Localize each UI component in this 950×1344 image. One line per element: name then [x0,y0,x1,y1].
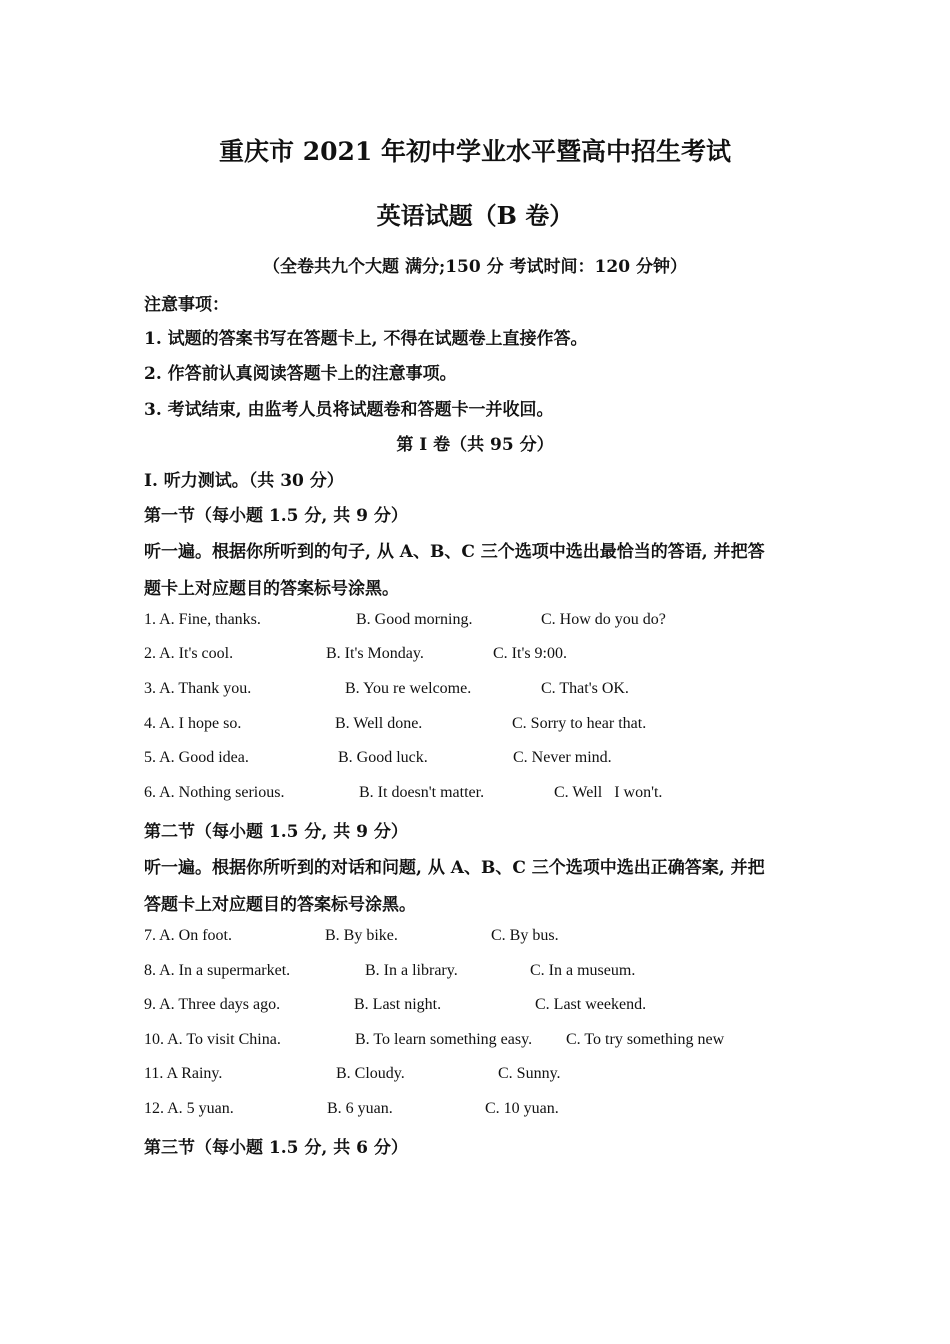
option-c: C. Last weekend. [535,996,647,1013]
option-c: C. How do you do? [541,611,666,628]
option-c: C. Sorry to hear that. [512,715,647,732]
option-b: B. Cloudy. [336,1065,405,1082]
sub2-instruction: 听一遍。根据你所听到的对话和问题, 从 A、B、C 三个选项中选出正确答案, 并把 [144,858,765,878]
sub2-instruction: 答题卡上对应题目的答案标号涂黑。 [144,895,416,915]
part1-heading: 第 I 卷（共 95 分） [396,435,554,455]
option-b: B. It doesn't matter. [359,784,485,801]
section1-heading: I. 听力测试。（共 30 分） [144,471,344,491]
option-b: B. In a library. [365,962,458,979]
option-a: 1. A. Fine, thanks. [144,611,261,628]
exam-subtitle: 英语试题（B 卷） [376,201,574,230]
sub1-instruction: 听一遍。根据你所听到的句子, 从 A、B、C 三个选项中选出最恰当的答语, 并把答 [144,542,765,562]
option-b: B. To learn something easy. [355,1031,533,1048]
option-c: C. By bus. [491,927,559,944]
option-a: 9. A. Three days ago. [144,996,281,1013]
option-a: 11. A Rainy. [144,1065,223,1082]
option-a: 8. A. In a supermarket. [144,962,291,979]
note-item: 3. 考试结束, 由监考人员将试题卷和答题卡一并收回。 [144,400,554,420]
option-b: B. By bike. [325,927,398,944]
option-a: 4. A. I hope so. [144,715,242,732]
sub3-heading: 第三节（每小题 1.5 分, 共 6 分） [144,1138,408,1158]
option-a: 12. A. 5 yuan. [144,1100,234,1117]
option-c: C. 10 yuan. [485,1100,559,1117]
option-c: C. To try something new [566,1031,725,1048]
option-a: 3. A. Thank you. [144,680,252,697]
option-b: B. Good luck. [338,749,428,766]
option-c: C. It's 9:00. [493,645,567,662]
option-a: 7. A. On foot. [144,927,232,944]
sub1-heading: 第一节（每小题 1.5 分, 共 9 分） [144,506,408,526]
option-c: C. Well I won't. [554,784,663,801]
option-a: 2. A. It's cool. [144,645,234,662]
sub2-heading: 第二节（每小题 1.5 分, 共 9 分） [144,822,408,842]
notes-heading: 注意事项： [144,295,229,315]
option-c: C. Never mind. [513,749,612,766]
option-c: C. In a museum. [530,962,636,979]
option-b: B. You re welcome. [345,680,472,697]
note-item: 2. 作答前认真阅读答题卡上的注意事项。 [144,364,457,384]
note-item: 1. 试题的答案书写在答题卡上, 不得在试题卷上直接作答。 [144,329,588,349]
sub1-instruction: 题卡上对应题目的答案标号涂黑。 [144,579,399,599]
exam-info: （全卷共九个大题 满分;150 分 考试时间：120 分钟） [263,257,687,277]
option-b: B. Last night. [354,996,442,1013]
option-b: B. 6 yuan. [327,1100,393,1117]
option-a: 6. A. Nothing serious. [144,784,285,801]
exam-title: 重庆市 2021 年初中学业水平暨高中招生考试 [219,137,731,166]
option-b: B. It's Monday. [326,645,424,662]
option-b: B. Well done. [335,715,423,732]
option-c: C. That's OK. [541,680,629,697]
option-c: C. Sunny. [498,1065,561,1082]
option-a: 10. A. To visit China. [144,1031,281,1048]
option-b: B. Good morning. [356,611,473,628]
option-a: 5. A. Good idea. [144,749,249,766]
